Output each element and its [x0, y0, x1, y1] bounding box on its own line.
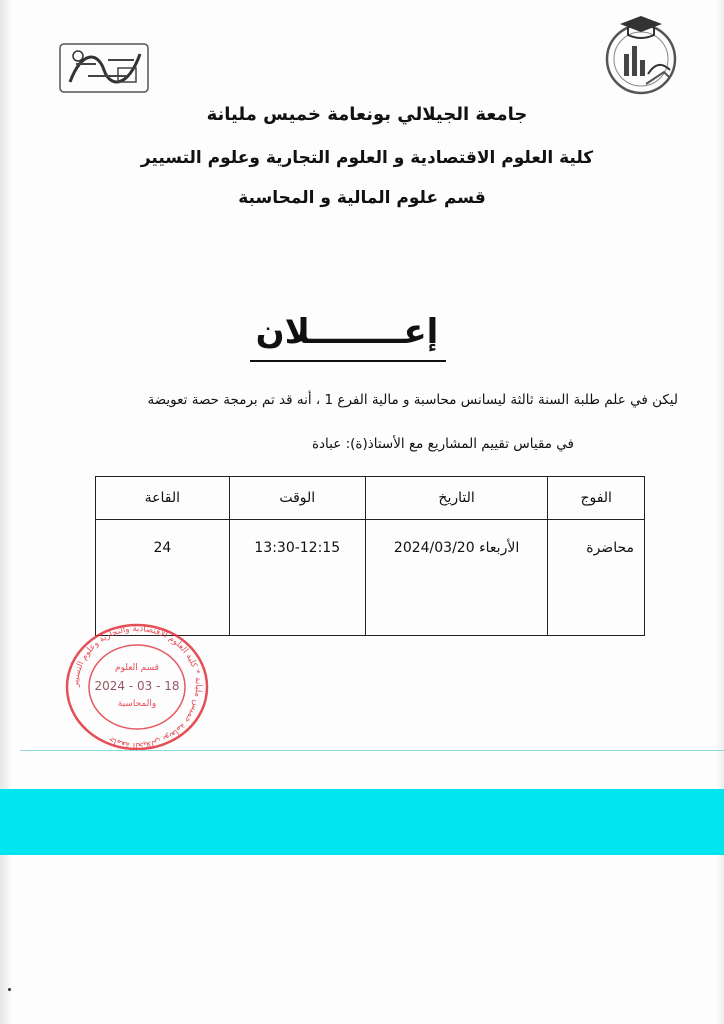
- table-row: [96, 520, 645, 636]
- header-time: الوقت: [229, 477, 365, 520]
- stamp-outer-text: جامعة الجيلالي بونعامة خميس مليانة * كلية العلوم الاقتصادية والتجارية وعلوم التسيير: [70, 623, 204, 751]
- university-name: جامعة الجيلالي بونعامة خميس مليانة: [206, 104, 528, 125]
- department-name: قسم علوم المالية و المحاسبة: [238, 188, 486, 208]
- cell-date: الأربعاء 2024/03/20: [365, 520, 548, 636]
- announcement-title: [236, 312, 458, 364]
- faculty-name: كلية العلوم الاقتصادية و العلوم التجارية وعلوم التسيير: [140, 148, 594, 168]
- header-date: التاريخ: [365, 477, 548, 520]
- highlight-band: [0, 789, 724, 855]
- scan-divider-line: [20, 750, 724, 751]
- table-header-row: [96, 477, 645, 520]
- official-stamp: [62, 622, 212, 752]
- scan-speck: [8, 988, 11, 991]
- faculty-logo-right: [600, 14, 682, 96]
- announcement-body-line-2: في مقياس تقييم المشاريع مع الأستاذ(ة): عبادة: [311, 436, 574, 452]
- cell-time: 13:30-12:15: [229, 520, 365, 636]
- university-logo-left: [58, 40, 150, 96]
- announcement-title-text: إعــــــــلان: [255, 312, 439, 352]
- announcement-body-line-1: ليكن في علم طلبة السنة ثالثة ليسانس محاسبة و مالية الفرع 1 ، أنه قد تم برمجة حصة تعويضة: [147, 392, 678, 408]
- cell-group: محاضرة: [548, 520, 645, 636]
- header-group: الفوج: [548, 477, 645, 520]
- header-hall: القاعة: [96, 477, 230, 520]
- schedule-table: [95, 476, 645, 636]
- svg-text:والمحاسبة: والمحاسبة: [117, 699, 157, 709]
- svg-text:قسم العلوم: قسم العلوم: [115, 663, 159, 673]
- title-underline: [250, 360, 446, 362]
- cell-hall: 24: [96, 520, 230, 636]
- stamp-handwritten-date: 2024 - 03 - 18: [94, 679, 180, 693]
